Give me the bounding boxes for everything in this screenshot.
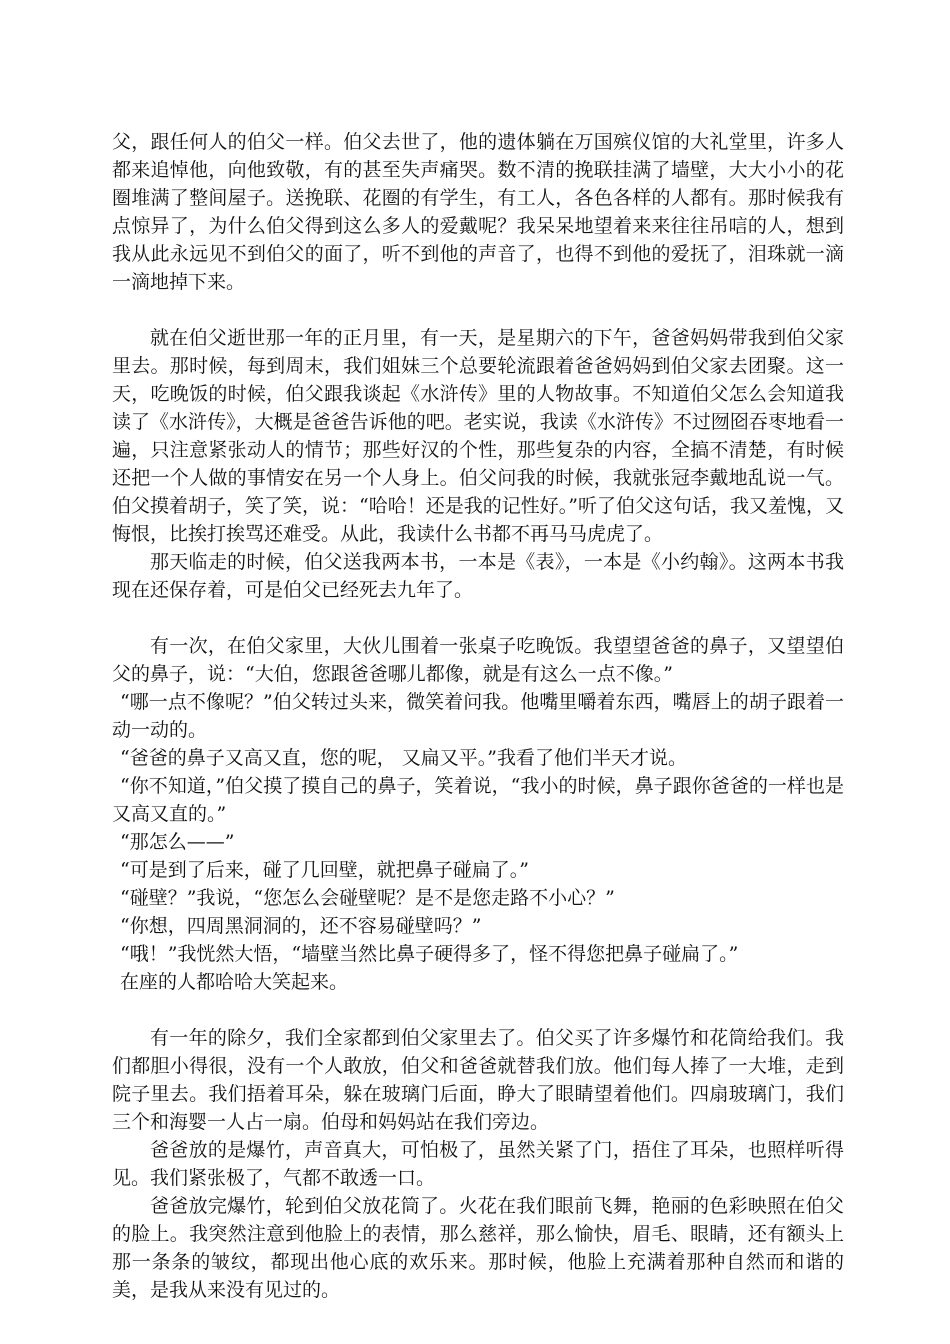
dialogue-line: “爸爸的鼻子又高又直，您的呢， 又扁又平。”我看了他们半天才说。 [120, 747, 687, 769]
paragraph: 有一年的除夕，我们全家都到伯父家里去了。伯父买了许多爆竹和花筒给我们。我们都胆小得很，没有一个人敢放，伯父和爸爸就替我们放。他们每人捧了一大堆，走到院子里去。我们捂着耳朵，躲在玻璃门后面，睁大了眼睛望着他们。四扇玻璃门，我们三个和海婴一人占一扇。伯母和妈妈站在我们旁边。 [112, 1027, 844, 1133]
dialogue-line: “可是到了后来，碰了几回壁，就把鼻子碰扁了。” [120, 859, 529, 881]
paragraph: 就在伯父逝世那一年的正月里，有一天，是星期六的下午，爸爸妈妈带我到伯父家里去。那时候，每到周末，我们姐妹三个总要轮流跟着爸爸妈妈到伯父家去团聚。这一天，吃晚饭的时候，伯父跟我谈起《水浒传》里的人物故事。不知道伯父怎么会知道我读了《水浒传》，大概是爸爸告诉他的吧。老实说，我读《水浒传》不过囫囵吞枣地看一遍，只注意紧张动人的情节；那些好汉的个性，那些复杂的内容，全搞不清楚，有时候还把一个人做的事情安在另一个人身上。伯父问我的时候，我就张冠李戴地乱说一气。伯父摸着胡子，笑了笑，说：“哈哈！还是我的记性好。”听了伯父这句话，我又羞愧，又悔恨，比挨打挨骂还难受。从此，我读什么书都不再马马虎虎了。 [112, 327, 844, 545]
dialogue-line: “哪一点不像呢？”伯父转过头来，微笑着问我。他嘴里嚼着东西，嘴唇上的胡子跟着一动一动的。 [112, 691, 844, 741]
section-break [112, 296, 844, 324]
paragraph: 爸爸放的是爆竹，声音真大，可怕极了，虽然关紧了门，捂住了耳朵，也照样听得见。我们紧张极了，气都不敢透一口。 [112, 1139, 844, 1189]
dialogue-line: “碰壁？”我说，“您怎么会碰壁呢？是不是您走路不小心？” [120, 887, 615, 909]
dialogue-line: “哦！”我恍然大悟，“墙壁当然比鼻子硬得多了，怪不得您把鼻子碰扁了。” [120, 943, 739, 965]
paragraph: 有一次，在伯父家里，大伙儿围着一张桌子吃晚饭。我望望爸爸的鼻子，又望望伯父的鼻子，说：“大伯，您跟爸爸哪儿都像，就是有这么一点不像。” [112, 635, 844, 685]
dialogue-line: “你想，四周黑洞洞的，还不容易碰壁吗？” [120, 915, 482, 937]
paragraph: 爸爸放完爆竹，轮到伯父放花筒了。火花在我们眼前飞舞，艳丽的色彩映照在伯父的脸上。我突然注意到他脸上的表情，那么慈祥，那么愉快，眉毛、眼睛，还有额头上那一条条的皱纹，都现出他心底的欢乐来。那时候，他脸上充满着那种自然而和谐的美，是我从来没有见过的。 [112, 1195, 844, 1301]
dialogue-line: “你不知道，”伯父摸了摸自己的鼻子，笑着说，“我小的时候，鼻子跟你爸爸的一样也是又高又直的。” [112, 775, 844, 825]
dialogue-line: 在座的人都哈哈大笑起来。 [120, 971, 349, 993]
section-break [112, 996, 844, 1024]
dialogue-line: “那怎么——” [120, 831, 235, 853]
paragraph: 父，跟任何人的伯父一样。伯父去世了，他的遗体躺在万国殡仪馆的大礼堂里，许多人都来追悼他，向他致敬，有的甚至失声痛哭。数不清的挽联挂满了墙壁，大大小小的花圈堆满了整间屋子。送挽联、花圈的有学生，有工人，各色各样的人都有。那时候我有点惊异了，为什么伯父得到这么多人的爱戴呢？我呆呆地望着来来往往吊唁的人，想到我从此永远见不到伯父的面了，听不到他的声音了，也得不到他的爱抚了，泪珠就一滴一滴地掉下来。 [112, 131, 844, 293]
document-body [112, 128, 844, 1304]
section-break [112, 604, 844, 632]
paragraph: 那天临走的时候，伯父送我两本书，一本是《表》，一本是《小约翰》。这两本书我现在还保存着，可是伯父已经死去九年了。 [112, 551, 844, 601]
